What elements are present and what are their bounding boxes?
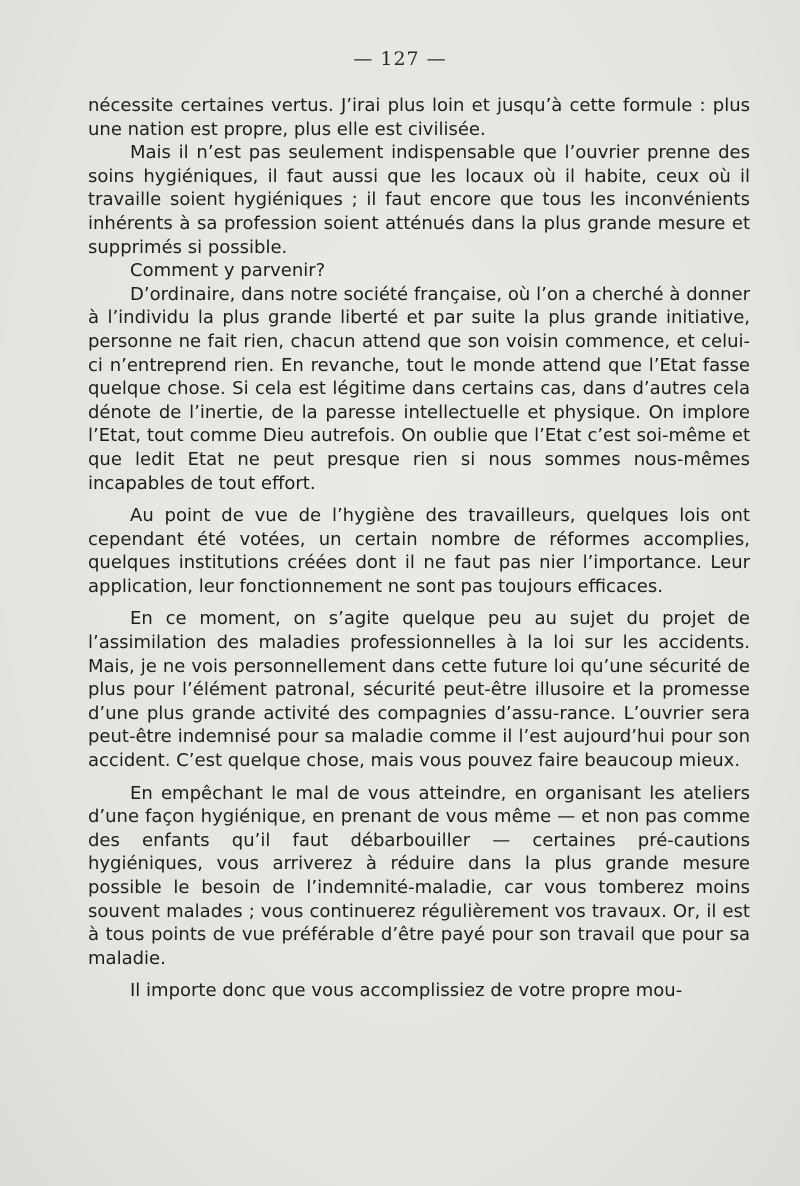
page-number: — 127 —: [353, 48, 447, 70]
paragraph: D’ordinaire, dans notre société française, où l’on a cherché à donner à l’individu la plus grande liberté et par suite la plus grande initiative, personne ne fait rien, chacun attend que son voisin commence, et celui-ci n’entreprend rien. En revanche, tout le monde attend que l’Etat fasse quelque chose. Si cela est légitime dans certains cas, dans d’autres cela dénote de l’inertie, de la paresse intellectuelle et physique. On implore l’Etat, tout comme Dieu autrefois. On oublie que l’Etat c’est soi-même et que ledit Etat ne peut presque rien si nous sommes nous-mêmes incapables de tout effort.: [88, 283, 750, 494]
paragraph: Comment y parvenir?: [130, 260, 326, 282]
paragraph-continuation: nécessite certaines vertus. J’irai plus loin et jusqu’à cette formule : plus une nation est propre, plus elle est civilisée.: [88, 95, 750, 140]
paragraph: En empêchant le mal de vous atteindre, en organisant les ateliers d’une façon hygiénique, en prenant de vous même — et non pas comme des enfants qu’il faut débarbouiller — certaines pré-cautions hygiéniques, vous arriverez à réduire dans la plus grande mesure possible le besoin de l’indemnité-maladie, car vous tomberez moins souvent malades ; vous continuerez régulièrement vos travaux. Or, il est à tous points de vue préférable d’être payé pour son travail que pour sa maladie.: [88, 782, 750, 969]
paragraph: En ce moment, on s’agite quelque peu au sujet du projet de l’assimilation des maladies professionnelles à la loi sur les accidents. Mais, je ne vois personnellement dans cette future loi qu’une sécurité de plus pour l’élément patronal, sécurité peut-être illusoire et la promesse d’une plus grande activité des compagnies d’assu-rance. L’ouvrier sera peut-être indemnisé pour sa maladie comme il l’est aujourd’hui pour son accident. C’est quelque chose, mais vous pouvez faire beaucoup mieux.: [88, 608, 750, 772]
paragraph: Au point de vue de l’hygiène des travailleurs, quelques lois ont cependant été votées, un certain nombre de réformes accomplies, quelques institutions créées dont il ne faut pas nier l’importance. Leur application, leur fonctionnement ne sont pas toujours efficaces.: [88, 505, 750, 597]
body-text: [88, 94, 750, 1003]
paragraph: Mais il n’est pas seulement indispensable que l’ouvrier prenne des soins hygiéniques, il faut aussi que les locaux où il habite, ceux où il travaille soient hygiéniques ; il faut encore que tous les inconvénients inhérents à sa profession soient atténués dans la plus grande mesure et supprimés si possible.: [88, 142, 750, 258]
paragraph: Il importe donc que vous accomplissiez de votre propre mou-: [130, 980, 683, 1002]
